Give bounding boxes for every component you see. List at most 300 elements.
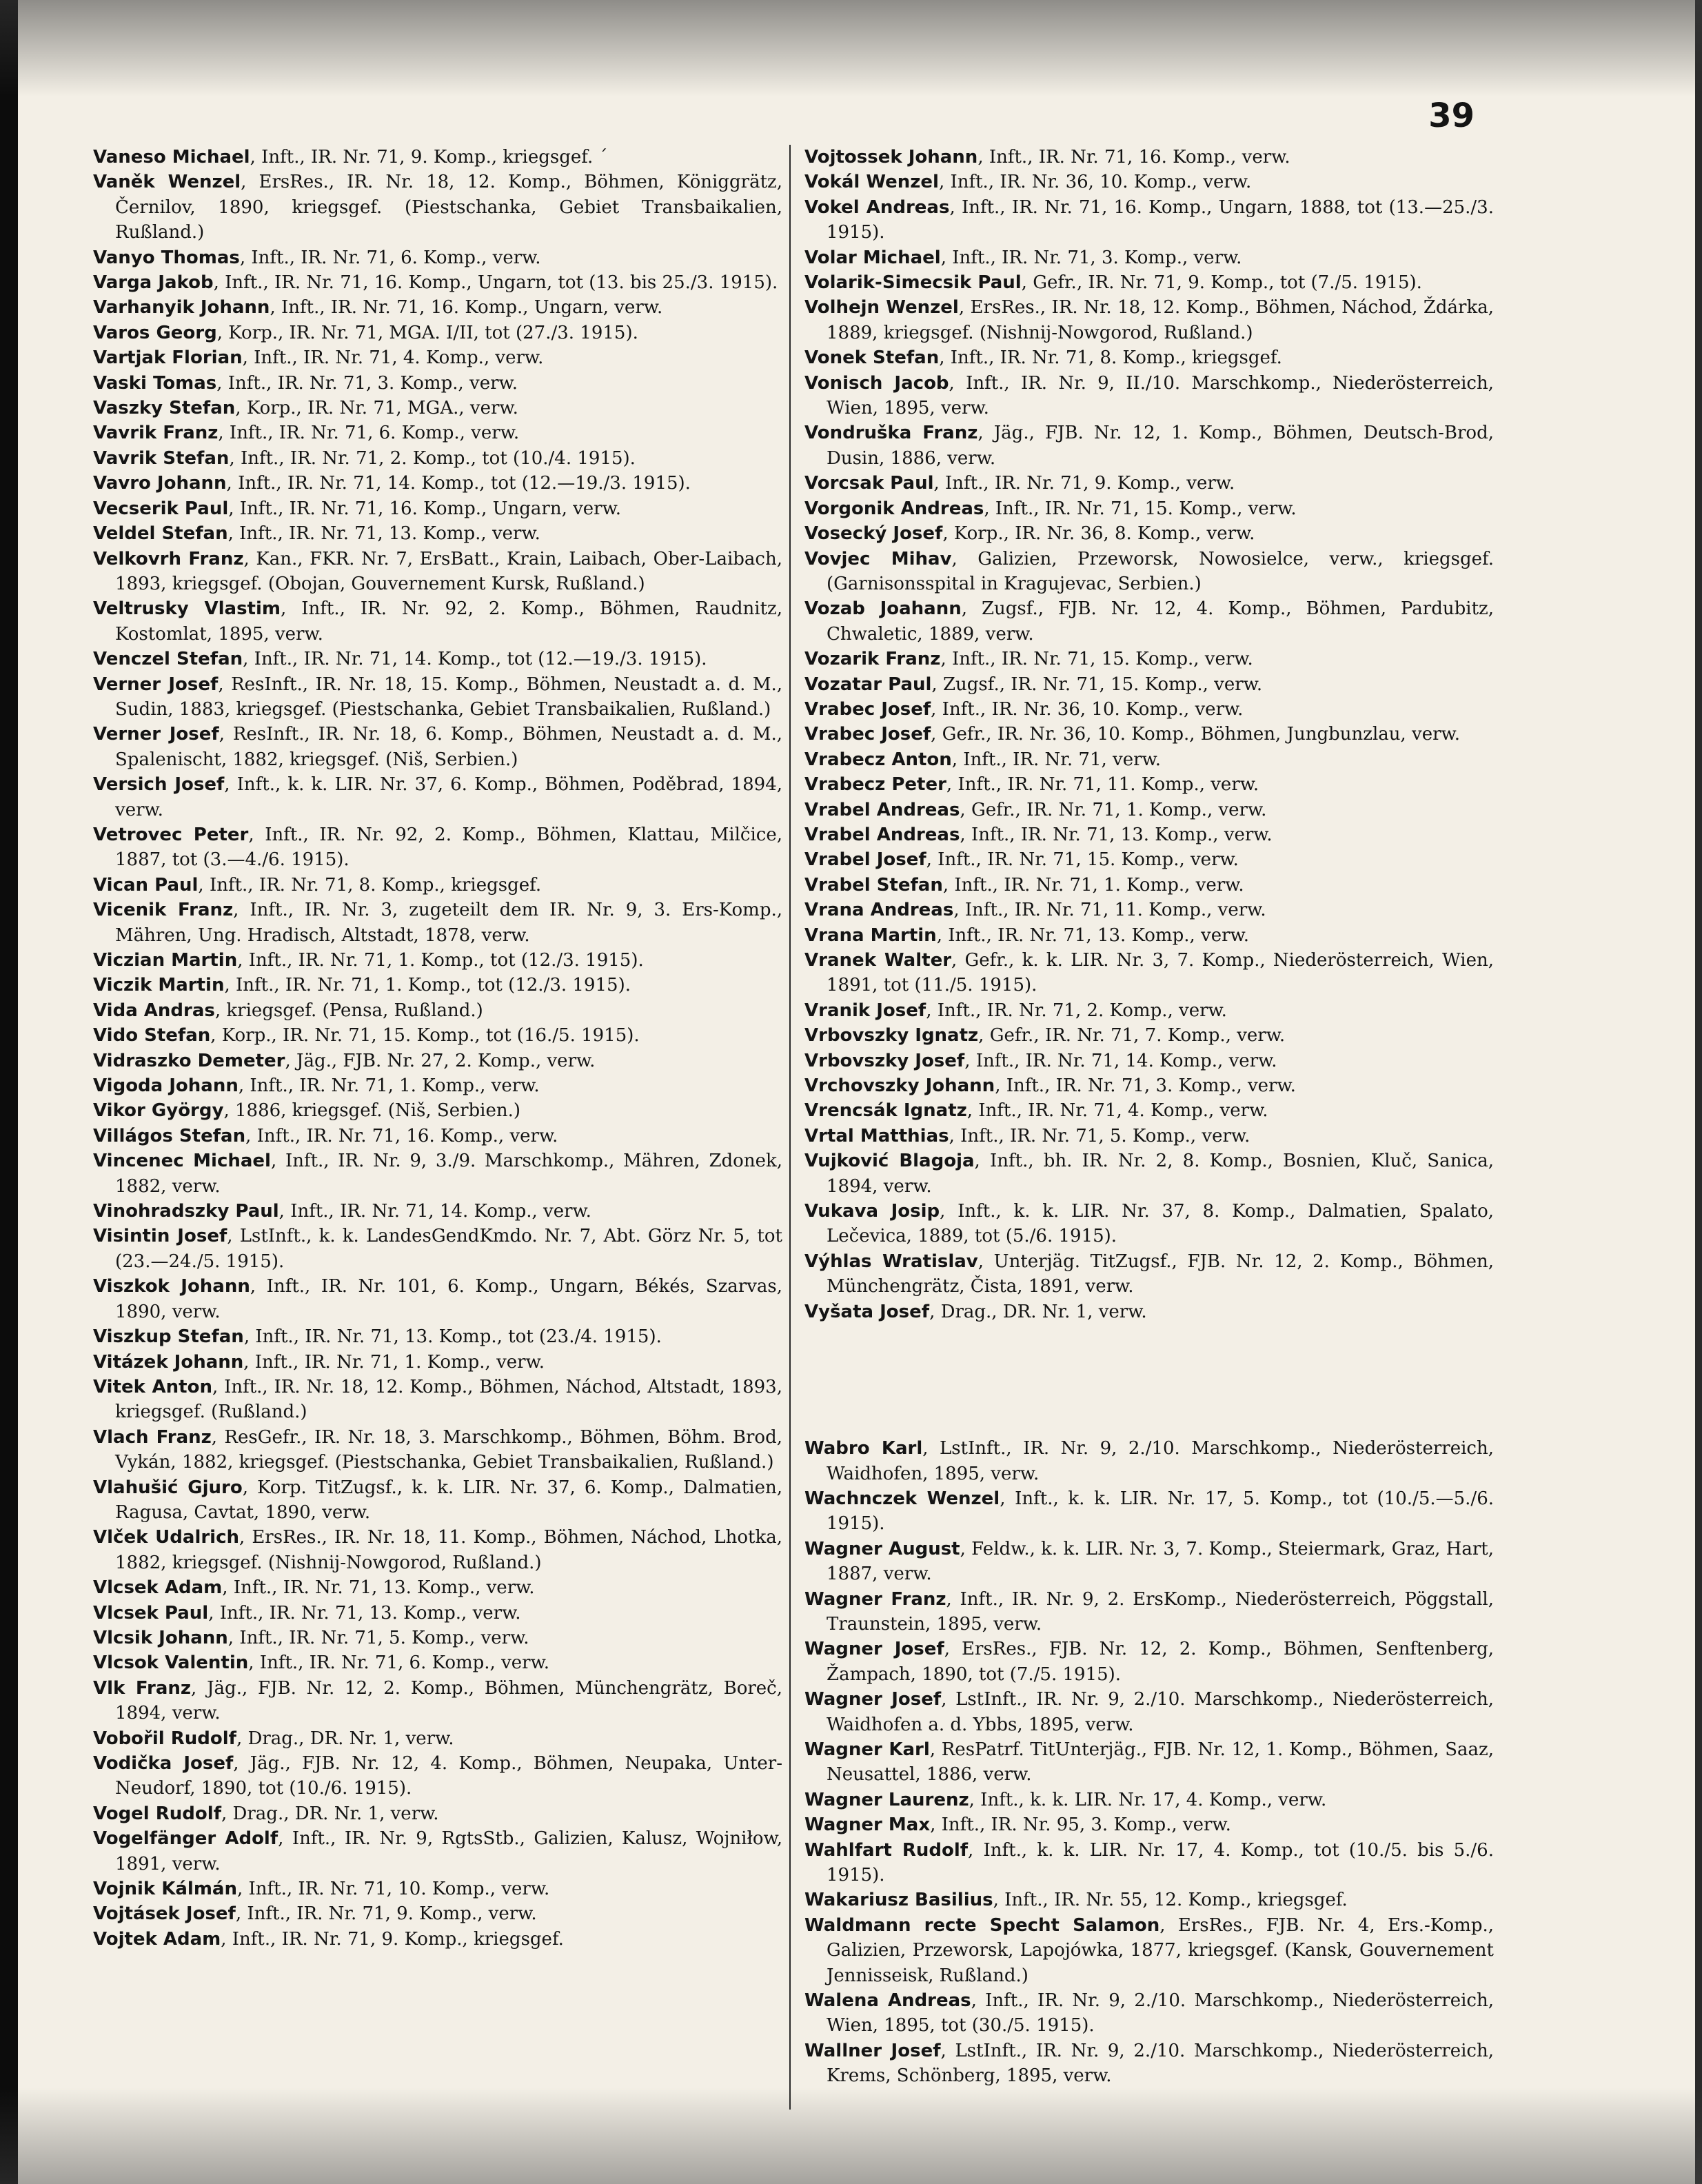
- list-entry: [804, 647, 1494, 671]
- list-entry: [804, 672, 1494, 697]
- list-entry: [93, 596, 782, 647]
- entry-name: Vojtossek Johann: [804, 147, 978, 168]
- list-entry: [93, 295, 782, 320]
- entry-name: Wagner Laurenz: [804, 1789, 969, 1810]
- entry-name: Volhejn Wenzel: [804, 297, 959, 318]
- list-entry: [804, 1888, 1494, 1912]
- entry-details: , Inft., IR. Nr. 71, 5. Komp., verw.: [227, 1627, 529, 1648]
- list-entry: [93, 1801, 782, 1826]
- entry-details: , Inft., IR. Nr. 9, II./10. Marschkomp., Niederösterreich, Wien, 1895, verw.: [827, 372, 1494, 419]
- list-entry: [93, 471, 782, 496]
- entry-details: , Inft., IR. Nr. 71, 10. Komp., verw.: [237, 1879, 550, 1900]
- entry-details: , Drag., DR. Nr. 1, verw.: [221, 1803, 439, 1824]
- entry-name: Waldmann recte Specht Salamon: [804, 1914, 1160, 1936]
- entry-name: Wahlfart Rudolf: [804, 1839, 969, 1861]
- entry-name: Vovjec Mihav: [804, 548, 952, 569]
- list-entry: [804, 1149, 1494, 1199]
- entry-details: , Inft., IR. Nr. 71, 16. Komp., Ungarn, verw.: [270, 297, 663, 318]
- entry-details: , Inft., IR. Nr. 36, 10. Komp., verw.: [931, 698, 1244, 720]
- entry-name: Volar Michael: [804, 247, 941, 268]
- entry-details: , 1886, kriegsgef. (Niš, Serbien.): [223, 1100, 521, 1122]
- entry-details: , Jäg., FJB. Nr. 12, 2. Komp., Böhmen, Münchengrätz, Boreč, 1894, verw.: [115, 1677, 783, 1724]
- entry-name: Vonek Stefan: [804, 347, 940, 369]
- entry-details: , Inft., IR. Nr. 71, 15. Komp., verw.: [940, 649, 1253, 670]
- list-entry: [804, 1486, 1494, 1537]
- entry-name: Vigoda Johann: [93, 1075, 239, 1097]
- list-entry: [804, 847, 1494, 872]
- list-entry: [804, 1199, 1494, 1249]
- list-entry: [804, 371, 1494, 421]
- entry-details: , LstInft., IR. Nr. 9, 2./10. Marschkomp., Niederösterreich, Waidhofen, 1895, verw.: [827, 1438, 1494, 1484]
- entry-name: Vrabel Andreas: [804, 824, 960, 845]
- entry-details: , Drag., DR. Nr. 1, verw.: [236, 1728, 454, 1749]
- entry-details: , Inft., IR. Nr. 71, 4. Komp., verw.: [966, 1100, 1268, 1122]
- entry-name: Wagner Karl: [804, 1739, 930, 1760]
- entry-name: Vido Stefan: [93, 1025, 211, 1046]
- list-entry: [804, 873, 1494, 898]
- list-entry: [93, 1324, 782, 1349]
- entry-name: Vyšata Josef: [804, 1301, 930, 1322]
- list-entry: [93, 1601, 782, 1626]
- entry-name: Wagner Max: [804, 1814, 931, 1836]
- entry-details: , LstInft., k. k. LandesGendKmdo. Nr. 7, Abt. Görz Nr. 5, tot (23.—24./5. 1915).: [115, 1226, 782, 1272]
- list-entry: [804, 898, 1494, 922]
- entry-name: Viczian Martin: [93, 950, 238, 971]
- entry-name: Venczel Stefan: [93, 649, 243, 670]
- list-entry: [93, 1927, 782, 1952]
- section-gap: [804, 1324, 1494, 1436]
- entry-name: Vavrik Stefan: [93, 447, 230, 469]
- entry-name: Vlček Udalrich: [93, 1527, 240, 1548]
- entry-name: Vozatar Paul: [804, 674, 932, 695]
- entry-name: Vavro Johann: [93, 473, 227, 494]
- entry-name: Wagner August: [804, 1538, 960, 1559]
- list-entry: [93, 1274, 782, 1324]
- entry-name: Viczik Martin: [93, 975, 225, 996]
- right-column-w-section: [804, 1436, 1494, 2089]
- entry-details: , Inft., IR. Nr. 71, 1. Komp., tot (12./3. 1915).: [237, 950, 644, 971]
- entry-name: Vlcsik Johann: [93, 1627, 228, 1648]
- entry-details: , Inft., IR. Nr. 71, 14. Komp., verw.: [278, 1201, 591, 1222]
- entry-details: , Inft., IR. Nr. 71, 13. Komp., verw.: [222, 1577, 535, 1599]
- entry-name: Vrabel Andreas: [804, 799, 960, 820]
- entry-name: Vlahušić Gjuro: [93, 1477, 243, 1498]
- entry-details: , Gefr., IR. Nr. 71, 1. Komp., verw.: [960, 799, 1267, 820]
- list-entry: [804, 1788, 1494, 1812]
- entry-details: , Drag., DR. Nr. 1, verw.: [929, 1301, 1147, 1322]
- entry-name: Walena Andreas: [804, 1990, 971, 2012]
- list-entry: [93, 722, 782, 772]
- list-entry: [93, 772, 782, 822]
- entry-name: Vogelfänger Adolf: [93, 1828, 278, 1850]
- entry-details: , Inft., IR. Nr. 71, 14. Komp., verw.: [964, 1050, 1277, 1071]
- list-entry: [93, 948, 782, 973]
- entry-details: , Inft., IR. Nr. 9, 2. ErsKomp., Niederösterreich, Pöggstall, Traunstein, 1895, verw.: [827, 1588, 1494, 1635]
- entry-name: Vorgonik Andreas: [804, 498, 984, 519]
- entry-details: , Jäg., FJB. Nr. 12, 4. Komp., Böhmen, Neupaka, Unter-Neudorf, 1890, tot (10./6. 1915).: [115, 1753, 782, 1799]
- list-entry: [93, 998, 782, 1023]
- entry-details: , Inft., IR. Nr. 9, 2./10. Marschkomp., Niederösterreich, Wien, 1895, tot (30./5. 1915).: [827, 1990, 1494, 2036]
- entry-name: Varga Jakob: [93, 272, 214, 294]
- entry-details: , Unterjäg. TitZugsf., FJB. Nr. 12, 2. Komp., Böhmen, Münchengrätz, Čista, 1891, verw.: [827, 1251, 1494, 1297]
- entry-details: , Korp., IR. Nr. 36, 8. Komp., verw.: [942, 523, 1255, 545]
- list-entry: [804, 998, 1494, 1023]
- entry-name: Wabro Karl: [804, 1438, 923, 1459]
- list-entry: [93, 371, 782, 396]
- entry-details: , LstInft., IR. Nr. 9, 2./10. Marschkomp., Niederösterreich, Waidhofen a. d. Ybbs, 1895, verw.: [827, 1689, 1494, 1735]
- entry-name: Vranek Walter: [804, 950, 952, 971]
- list-entry: [804, 2039, 1494, 2089]
- entry-details: , ResInft., IR. Nr. 18, 15. Komp., Böhmen, Neustadt a. d. M., Sudin, 1883, kriegsgef. (Piestschanka, Gebiet Transbaikalien, Rußland.): [115, 674, 782, 720]
- list-entry: [804, 1687, 1494, 1737]
- entry-details: , ErsRes., FJB. Nr. 12, 2. Komp., Böhmen, Senftenberg, Žampach, 1890, tot (7./5. 1915).: [827, 1639, 1494, 1685]
- list-entry: [93, 245, 782, 270]
- entry-details: , Inft., IR. Nr. 71, 6. Komp., verw.: [218, 423, 520, 444]
- right-column-v-section: [804, 145, 1494, 1324]
- list-entry: [804, 421, 1494, 471]
- entry-name: Velkovrh Franz: [93, 548, 244, 569]
- entry-name: Vozab Joahann: [804, 598, 962, 620]
- entry-name: Vecserik Paul: [93, 498, 229, 519]
- list-entry: [804, 1098, 1494, 1123]
- entry-name: Vrabec Josef: [804, 698, 931, 720]
- list-entry: [804, 772, 1494, 797]
- entry-name: Vincenec Michael: [93, 1151, 271, 1172]
- entry-details: , Inft., IR. Nr. 71, 6. Komp., verw.: [248, 1652, 550, 1674]
- list-entry: [804, 195, 1494, 245]
- entry-name: Vaski Tomas: [93, 372, 217, 394]
- entry-details: , Inft., k. k. LIR. Nr. 37, 6. Komp., Böhmen, Poděbrad, 1894, verw.: [115, 774, 782, 820]
- entry-name: Vojtásek Josef: [93, 1903, 236, 1925]
- entry-name: Vlcsek Adam: [93, 1577, 223, 1599]
- entry-name: Vodička Josef: [93, 1753, 234, 1774]
- list-entry: [93, 1575, 782, 1600]
- entry-name: Vinohradszky Paul: [93, 1201, 279, 1222]
- list-entry: [93, 672, 782, 722]
- entry-name: Visintin Josef: [93, 1226, 227, 1247]
- entry-name: Wagner Josef: [804, 1689, 942, 1710]
- entry-name: Veltrusky Vlastim: [93, 598, 281, 620]
- entry-details: , ResPatrf. TitUnterjäg., FJB. Nr. 12, 1. Komp., Böhmen, Saaz, Neusattel, 1886, verw.: [827, 1739, 1495, 1786]
- entry-name: Vrbovszky Ignatz: [804, 1025, 979, 1046]
- entry-name: Vosecký Josef: [804, 523, 943, 545]
- list-entry: [804, 1737, 1494, 1788]
- entry-name: Vondruška Franz: [804, 423, 978, 444]
- entry-details: , Inft., IR. Nr. 71, 9. Komp., kriegsgef. ´: [250, 147, 608, 168]
- entry-name: Vlcsek Paul: [93, 1602, 209, 1624]
- entry-details: , Inft., IR. Nr. 71, 16. Komp., verw.: [245, 1125, 558, 1146]
- list-entry: [804, 1838, 1494, 1888]
- entry-details: , Inft., IR. Nr. 71, 1. Komp., verw.: [942, 874, 1244, 896]
- list-entry: [93, 1224, 782, 1274]
- list-entry: [93, 1901, 782, 1926]
- entry-name: Varhanyik Johann: [93, 297, 270, 318]
- entry-details: , Inft., k. k. LIR. Nr. 37, 8. Komp., Dalmatien, Spalato, Lečevica, 1889, tot (5./6. 1915).: [827, 1201, 1494, 1247]
- entry-details: , Inft., IR. Nr. 18, 12. Komp., Böhmen, Náchod, Altstadt, 1893, kriegsgef. (Rußland.): [115, 1376, 782, 1423]
- entry-details: , Korp., IR. Nr. 71, MGA., verw.: [235, 398, 518, 419]
- entry-details: , Inft., IR. Nr. 71, 13. Komp., verw.: [227, 523, 540, 545]
- list-entry: [804, 822, 1494, 847]
- entry-name: Wagner Josef: [804, 1639, 944, 1660]
- entry-name: Verner Josef: [93, 724, 219, 745]
- list-entry: [93, 1350, 782, 1375]
- entry-name: Vlcsok Valentin: [93, 1652, 249, 1674]
- entry-name: Vavrik Franz: [93, 423, 219, 444]
- entry-details: , Inft., IR. Nr. 55, 12. Komp., kriegsgef.: [993, 1890, 1348, 1911]
- entry-name: Vitek Anton: [93, 1376, 212, 1397]
- entry-name: Viszkok Johann: [93, 1276, 250, 1297]
- list-entry: [93, 873, 782, 898]
- entry-details: , Inft., IR. Nr. 71, 9. Komp., verw.: [933, 473, 1235, 494]
- left-column: [93, 145, 782, 1952]
- list-entry: [804, 596, 1494, 647]
- entry-name: Vlach Franz: [93, 1426, 212, 1448]
- list-entry: [93, 421, 782, 445]
- entry-name: Varos Georg: [93, 322, 217, 343]
- entry-name: Vicenik Franz: [93, 900, 234, 921]
- entry-details: , Inft., IR. Nr. 71, 9. Komp., kriegsgef.: [221, 1928, 564, 1950]
- list-entry: [93, 145, 782, 170]
- entry-details: , Inft., IR. Nr. 71, verw.: [951, 749, 1161, 770]
- list-entry: [93, 270, 782, 295]
- entry-name: Vaneso Michael: [93, 147, 250, 168]
- entry-name: Vujković Blagoja: [804, 1151, 975, 1172]
- entry-details: , ResGefr., IR. Nr. 18, 3. Marschkomp., Böhmen, Böhm. Brod, Vykán, 1882, kriegsgef. (Piestschanka, Gebiet Transbaikalien, Rußland.): [115, 1426, 782, 1473]
- entry-name: Wallner Josef: [804, 2040, 941, 2061]
- entry-name: Villágos Stefan: [93, 1125, 246, 1146]
- entry-details: , Inft., IR. Nr. 3, zugeteilt dem IR. Nr. 9, 3. Ers-Komp., Mähren, Ung. Hradisch, Altstadt, 1878, verw.: [115, 900, 782, 946]
- entry-details: , Korp., IR. Nr. 71, 15. Komp., tot (16./5. 1915).: [210, 1025, 640, 1046]
- entry-details: , Inft., IR. Nr. 71, 1. Komp., verw.: [243, 1351, 545, 1373]
- entry-name: Vanyo Thomas: [93, 247, 240, 268]
- entry-details: , Inft., IR. Nr. 71, 15. Komp., verw.: [926, 849, 1239, 871]
- entry-details: , Galizien, Przeworsk, Nowosielce, verw., kriegsgef. (Garnisonsspital in Kragujevac, Serbien.): [827, 548, 1494, 594]
- right-column: [804, 145, 1494, 2089]
- entry-details: , Inft., bh. IR. Nr. 2, 8. Komp., Bosnien, Kluč, Sanica, 1894, verw.: [827, 1151, 1494, 1197]
- entry-name: Vrana Martin: [804, 924, 937, 946]
- entry-name: Vlk Franz: [93, 1677, 192, 1699]
- entry-name: Vogel Rudolf: [93, 1803, 221, 1824]
- entry-details: , Inft., IR. Nr. 71, 1. Komp., tot (12./3. 1915).: [224, 975, 631, 996]
- list-entry: [93, 822, 782, 873]
- list-entry: [93, 1425, 782, 1475]
- entry-details: , Zugsf., FJB. Nr. 12, 4. Komp., Böhmen, Pardubitz, Chwaletic, 1889, verw.: [827, 598, 1494, 645]
- entry-name: Wagner Franz: [804, 1588, 946, 1610]
- entry-details: , Inft., IR. Nr. 71, 13. Komp., tot (23./4. 1915).: [243, 1326, 662, 1348]
- list-entry: [93, 973, 782, 998]
- list-entry: [93, 547, 782, 597]
- list-entry: [93, 496, 782, 521]
- entry-details: , Inft., IR. Nr. 71, 14. Komp., tot (12.—19./3. 1915).: [243, 649, 707, 670]
- entry-details: , Gefr., IR. Nr. 71, 7. Komp., verw.: [978, 1025, 1286, 1046]
- entry-details: , Inft., IR. Nr. 71, 2. Komp., verw.: [926, 1000, 1227, 1021]
- entry-name: Vican Paul: [93, 874, 199, 896]
- list-entry: [93, 1023, 782, 1048]
- entry-name: Vetrovec Peter: [93, 824, 249, 845]
- list-entry: [804, 1913, 1494, 1988]
- list-entry: [804, 923, 1494, 948]
- entry-details: , Jäg., FJB. Nr. 12, 1. Komp., Böhmen, Deutsch-Brod, Dusin, 1886, verw.: [827, 423, 1494, 469]
- entry-details: , Inft., IR. Nr. 71, 11. Komp., verw.: [946, 774, 1259, 796]
- entry-details: , Kan., FKR. Nr. 7, ErsBatt., Krain, Laibach, Ober-Laibach, 1893, kriegsgef. (Obojan, Gouvernement Kursk, Rußland.): [115, 548, 782, 594]
- entry-details: , Inft., IR. Nr. 95, 3. Komp., verw.: [930, 1814, 1231, 1836]
- list-entry: [93, 521, 782, 546]
- entry-name: Vaszky Stefan: [93, 398, 236, 419]
- entry-name: Vrbovszky Josef: [804, 1050, 965, 1071]
- entry-details: , Inft., IR. Nr. 71, 8. Komp., kriegsgef.: [939, 347, 1282, 369]
- entry-details: , ErsRes., FJB. Nr. 4, Ers.-Komp., Galizien, Przeworsk, Lapojówka, 1877, kriegsgef. (Kansk, Gouvernement Jennisseisk, Rußland.): [827, 1914, 1494, 1986]
- entry-name: Viszkup Stefan: [93, 1326, 244, 1348]
- entry-details: , ErsRes., IR. Nr. 18, 12. Komp., Böhmen, Náchod, Ždárka, 1889, kriegsgef. (Nishnij-Nowgorod, Rußland.): [827, 297, 1495, 343]
- entry-name: Vokel Andreas: [804, 196, 950, 218]
- entry-details: , Inft., IR. Nr. 71, 14. Komp., tot (12.—19./3. 1915).: [226, 473, 691, 494]
- list-entry: [804, 245, 1494, 270]
- entry-details: , Inft., IR. Nr. 92, 2. Komp., Böhmen, Raudnitz, Kostomlat, 1895, verw.: [115, 598, 782, 645]
- entry-details: , Inft., IR. Nr. 71, 6. Komp., verw.: [239, 247, 541, 268]
- entry-details: , Jäg., FJB. Nr. 27, 2. Komp., verw.: [285, 1050, 596, 1071]
- entry-details: , Feldw., k. k. LIR. Nr. 3, 7. Komp., Steiermark, Graz, Hart, 1887, verw.: [827, 1538, 1494, 1585]
- list-entry: [93, 898, 782, 948]
- list-entry: [804, 1073, 1494, 1098]
- list-entry: [804, 547, 1494, 597]
- list-entry: [93, 1826, 782, 1877]
- entry-details: , Inft., IR. Nr. 71, 3. Komp., verw.: [995, 1075, 1296, 1097]
- entry-name: Vartjak Florian: [93, 347, 243, 369]
- entry-name: Versich Josef: [93, 774, 225, 796]
- entry-details: , Korp. TitZugsf., k. k. LIR. Nr. 37, 6. Komp., Dalmatien, Ragusa, Cavtat, 1890, verw.: [115, 1477, 782, 1523]
- list-entry: [93, 1751, 782, 1801]
- entry-name: Verner Josef: [93, 674, 219, 695]
- entry-details: , Inft., IR. Nr. 71, 13. Komp., verw.: [936, 924, 1249, 946]
- entry-details: , Inft., k. k. LIR. Nr. 17, 5. Komp., tot (10./5.—5./6. 1915).: [827, 1488, 1494, 1535]
- list-entry: [93, 1726, 782, 1751]
- entry-name: Volarik-Simecsik Paul: [804, 272, 1022, 294]
- entry-details: , ErsRes., IR. Nr. 18, 11. Komp., Böhmen, Náchod, Lhotka, 1882, kriegsgef. (Nishnij-Nowgorod, Rußland.): [115, 1527, 782, 1573]
- list-entry: [804, 798, 1494, 822]
- entry-name: Vida Andras: [93, 1000, 215, 1021]
- list-entry: [804, 471, 1494, 496]
- entry-name: Vokál Wenzel: [804, 172, 939, 193]
- entry-name: Vrabecz Anton: [804, 749, 952, 770]
- list-entry: [804, 270, 1494, 295]
- entry-name: Vrencsák Ignatz: [804, 1100, 967, 1122]
- list-entry: [804, 295, 1494, 345]
- scan-shadow-top: [0, 0, 1702, 97]
- list-entry: [93, 170, 782, 245]
- list-entry: [93, 345, 782, 370]
- entry-name: Vrabec Josef: [804, 724, 931, 745]
- entry-name: Wakariusz Basilius: [804, 1890, 993, 1911]
- entry-name: Vorcsak Paul: [804, 473, 934, 494]
- list-entry: [804, 1249, 1494, 1300]
- list-entry: [93, 1650, 782, 1675]
- entry-details: , Gefr., k. k. LIR. Nr. 3, 7. Komp., Niederösterreich, Wien, 1891, tot (11./5. 1915).: [827, 950, 1494, 996]
- list-entry: [804, 697, 1494, 722]
- entry-name: Vozarik Franz: [804, 649, 941, 670]
- entry-details: , Inft., IR. Nr. 71, 16. Komp., Ungarn, tot (13. bis 25./3. 1915).: [213, 272, 778, 294]
- entry-name: Vrana Andreas: [804, 900, 954, 921]
- list-entry: [93, 1676, 782, 1726]
- entry-name: Vobořil Rudolf: [93, 1728, 236, 1749]
- entry-name: Wachnczek Wenzel: [804, 1488, 1000, 1509]
- list-entry: [804, 722, 1494, 747]
- entry-name: Vonisch Jacob: [804, 372, 949, 394]
- entry-name: Vrchovszky Johann: [804, 1075, 995, 1097]
- entry-details: , Inft., IR. Nr. 71, 2. Komp., tot (10./4. 1915).: [229, 447, 636, 469]
- entry-details: , Zugsf., IR. Nr. 71, 15. Komp., verw.: [931, 674, 1263, 695]
- list-entry: [93, 1525, 782, 1575]
- list-entry: [804, 1436, 1494, 1486]
- entry-details: , Inft., IR. Nr. 71, 3. Komp., verw.: [940, 247, 1242, 268]
- entry-details: , Inft., IR. Nr. 71, 16. Komp., Ungarn, 1888, tot (13.—25./3. 1915).: [827, 196, 1494, 243]
- list-entry: [804, 521, 1494, 546]
- entry-name: Vrabel Josef: [804, 849, 926, 871]
- entry-details: , Inft., k. k. LIR. Nr. 17, 4. Komp., verw.: [969, 1789, 1327, 1810]
- entry-details: , Inft., IR. Nr. 92, 2. Komp., Böhmen, Klattau, Milčice, 1887, tot (3.—4./6. 1915).: [115, 824, 782, 871]
- entry-details: , Inft., IR. Nr. 36, 10. Komp., verw.: [938, 172, 1252, 193]
- column-divider: [789, 145, 791, 2110]
- entry-name: Vukava Josip: [804, 1201, 940, 1222]
- list-entry: [804, 496, 1494, 521]
- entry-name: Vitázek Johann: [93, 1351, 244, 1373]
- entry-name: Veldel Stefan: [93, 523, 228, 545]
- list-entry: [804, 747, 1494, 772]
- entry-details: , Gefr., IR. Nr. 71, 9. Komp., tot (7./5. 1915).: [1021, 272, 1422, 294]
- list-entry: [93, 1073, 782, 1098]
- list-entry: [93, 1149, 782, 1199]
- list-entry: [804, 1023, 1494, 1048]
- list-entry: [804, 1049, 1494, 1073]
- entry-name: Vranik Josef: [804, 1000, 926, 1021]
- entry-details: , Inft., IR. Nr. 9, 3./9. Marschkomp., Mähren, Zdonek, 1882, verw.: [115, 1151, 782, 1197]
- entry-details: , Inft., IR. Nr. 71, 9. Komp., verw.: [235, 1903, 537, 1925]
- entry-details: , Inft., k. k. LIR. Nr. 17, 4. Komp., tot (10./5. bis 5./6. 1915).: [827, 1839, 1494, 1885]
- list-entry: [804, 145, 1494, 170]
- scan-edge-right: [1695, 0, 1702, 2184]
- entry-details: , Inft., IR. Nr. 71, 13. Komp., verw.: [208, 1602, 521, 1624]
- entry-details: , LstInft., IR. Nr. 9, 2./10. Marschkomp., Niederösterreich, Krems, Schönberg, 1895, verw.: [827, 2040, 1494, 2087]
- entry-name: Výhlas Wratislav: [804, 1251, 978, 1272]
- list-entry: [93, 1098, 782, 1123]
- entry-name: Vidraszko Demeter: [93, 1050, 285, 1071]
- list-entry: [93, 1626, 782, 1650]
- entry-details: , Inft., IR. Nr. 101, 6. Komp., Ungarn, Békés, Szarvas, 1890, verw.: [115, 1276, 782, 1322]
- list-entry: [93, 1049, 782, 1073]
- list-entry: [804, 170, 1494, 194]
- entry-details: , Gefr., IR. Nr. 36, 10. Komp., Böhmen, Jungbunzlau, verw.: [931, 724, 1460, 745]
- list-entry: [804, 1637, 1494, 1687]
- entry-details: , Inft., IR. Nr. 71, 16. Komp., Ungarn, verw.: [228, 498, 622, 519]
- list-entry: [93, 321, 782, 345]
- entry-details: , Inft., IR. Nr. 71, 4. Komp., verw.: [242, 347, 544, 369]
- entry-details: , Korp., IR. Nr. 71, MGA. I/II, tot (27./3. 1915).: [216, 322, 638, 343]
- entry-details: , Inft., IR. Nr. 71, 16. Komp., verw.: [977, 147, 1290, 168]
- entry-name: Vojtek Adam: [93, 1928, 221, 1950]
- entry-name: Vojnik Kálmán: [93, 1879, 237, 1900]
- list-entry: [93, 1199, 782, 1224]
- list-entry: [93, 446, 782, 471]
- list-entry: [93, 396, 782, 421]
- list-entry: [93, 1124, 782, 1149]
- list-entry: [93, 1475, 782, 1526]
- entry-name: Vaněk Wenzel: [93, 172, 241, 193]
- scan-edge-left: [0, 0, 18, 2184]
- list-entry: [93, 1877, 782, 1901]
- entry-details: , Inft., IR. Nr. 71, 5. Komp., verw.: [949, 1125, 1250, 1146]
- list-entry: [804, 1587, 1494, 1637]
- entry-details: , Inft., IR. Nr. 9, RgtsStb., Galizien, Kalusz, Wojniłow, 1891, verw.: [115, 1828, 782, 1874]
- entry-details: , Inft., IR. Nr. 71, 13. Komp., verw.: [960, 824, 1273, 845]
